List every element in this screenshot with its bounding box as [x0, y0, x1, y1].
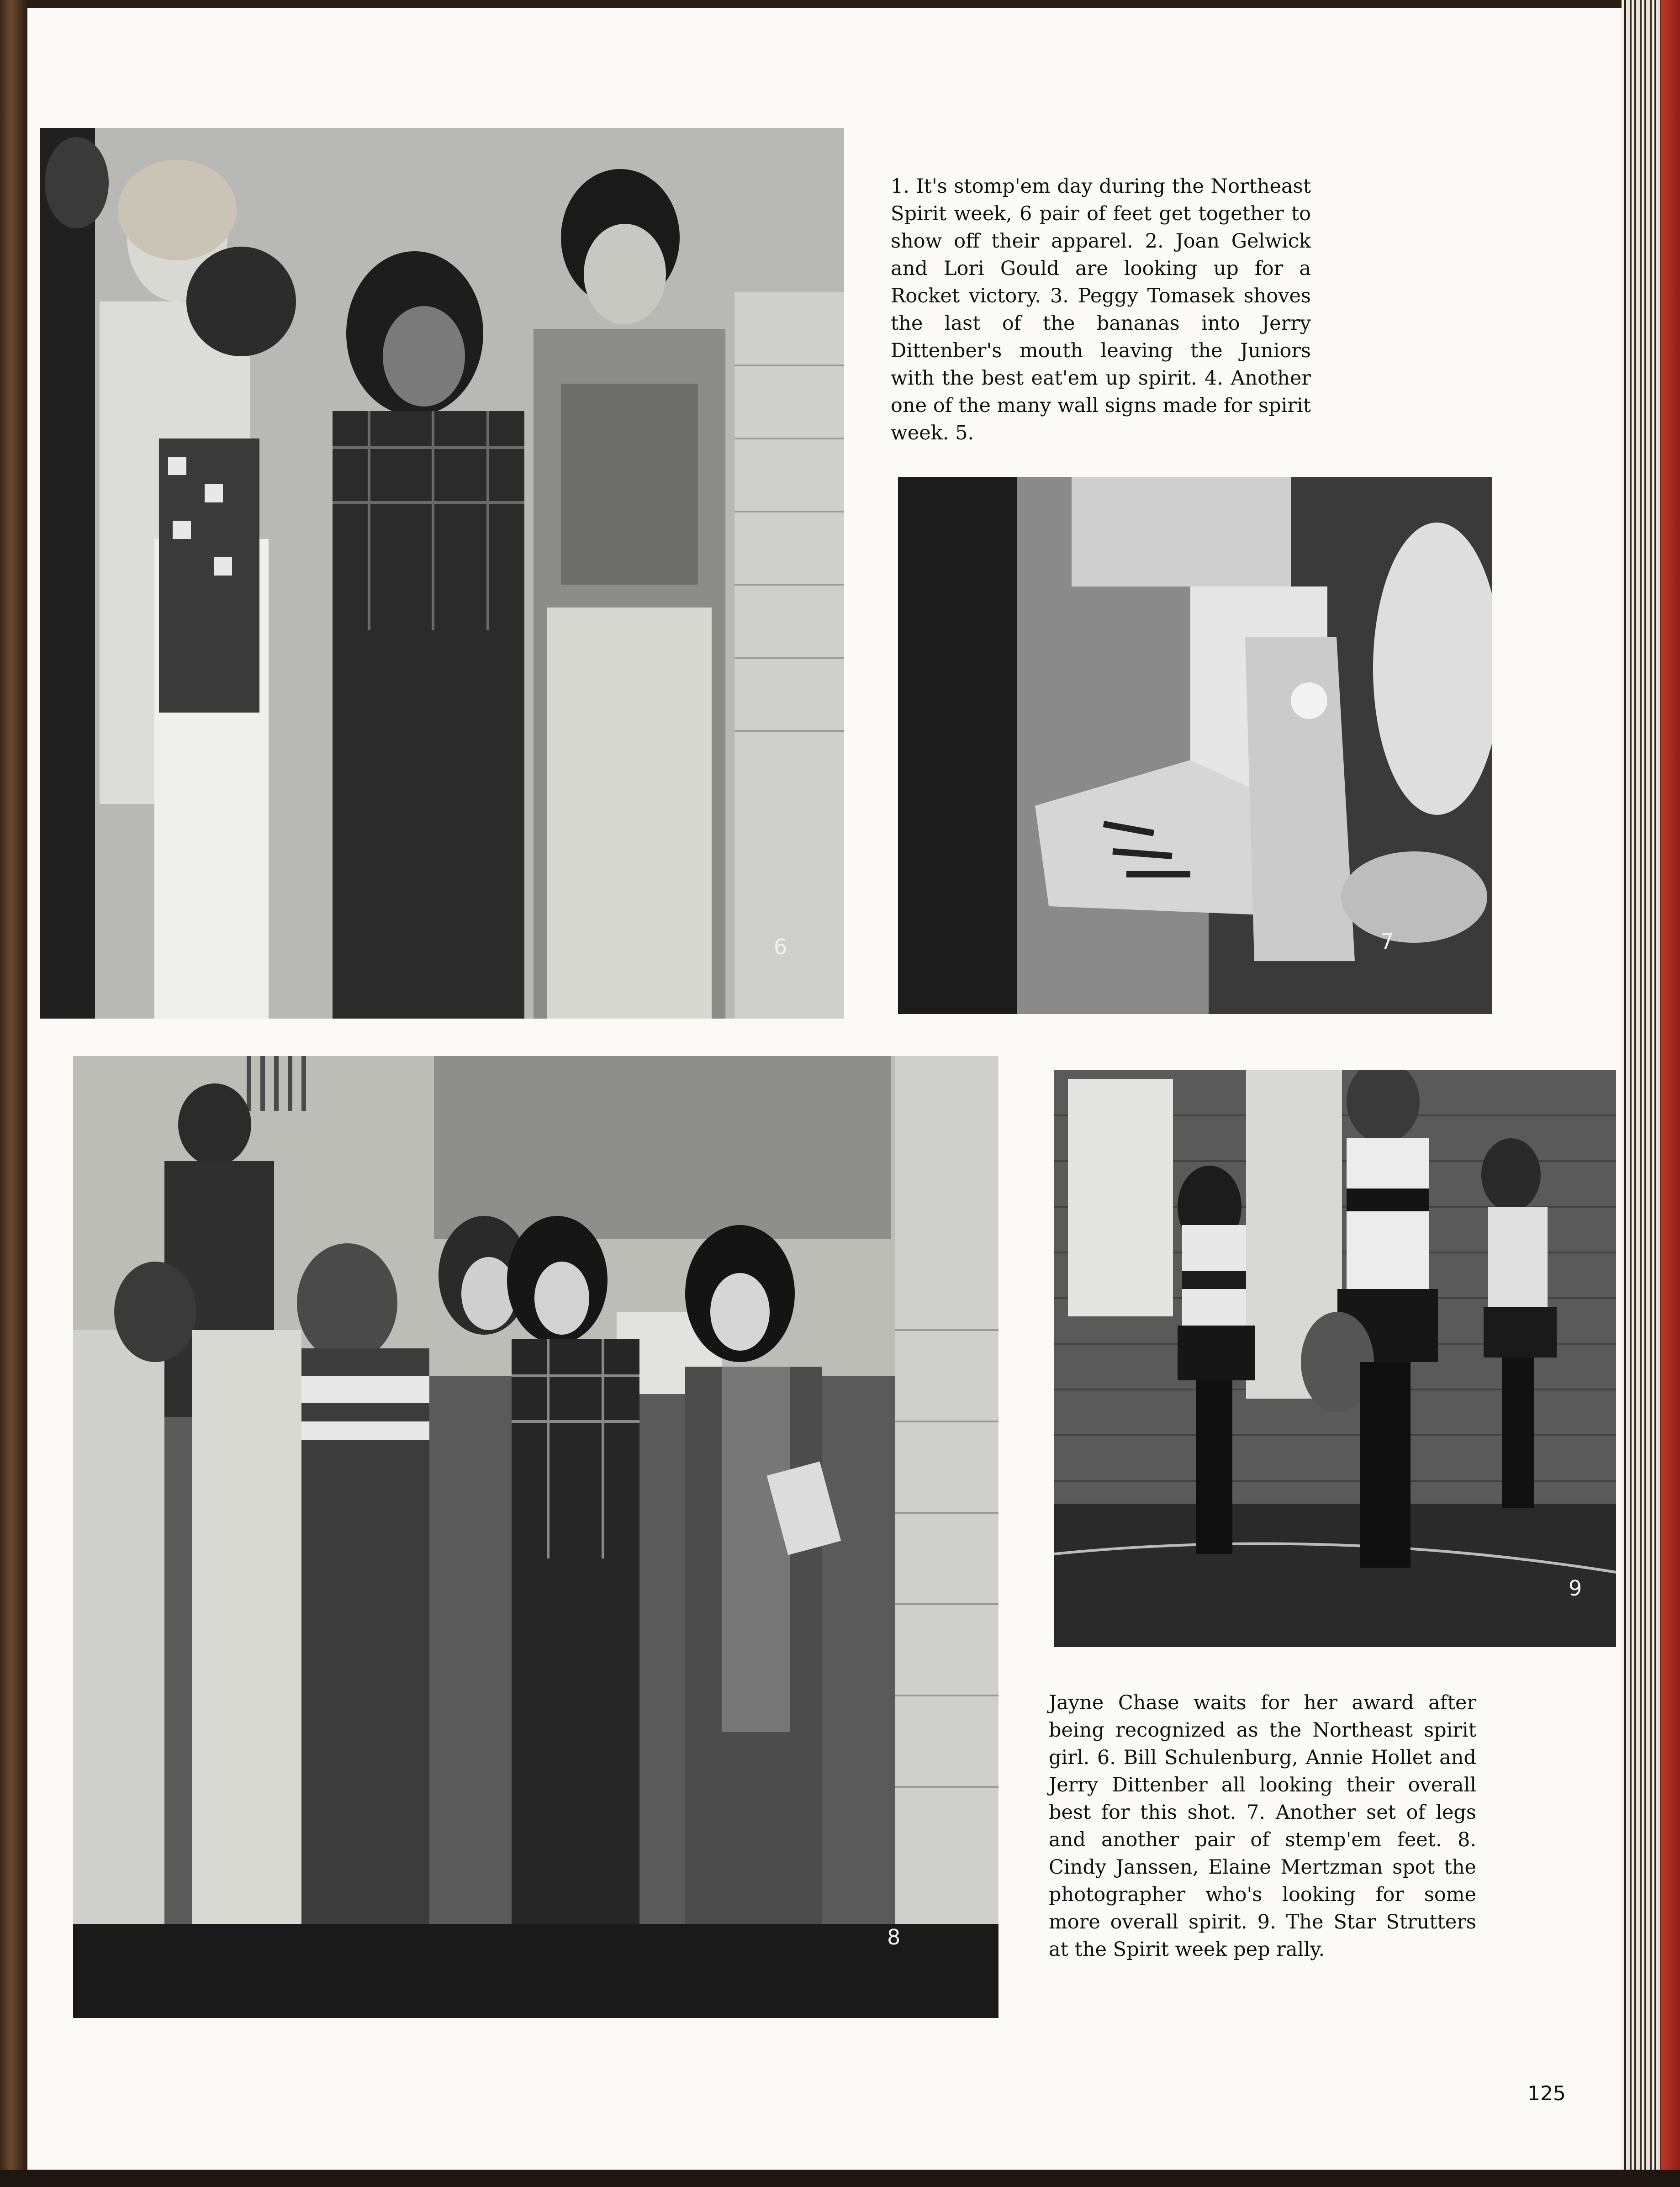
yearbook-page [27, 8, 1622, 2173]
page-number: 125 [1527, 2082, 1566, 2105]
book-bottom-edge [0, 2170, 1680, 2187]
photo-6-group-of-students [40, 128, 844, 1019]
photo-number: 8 [887, 1925, 901, 1949]
caption-top-right: 1. It's stomp'em day during the Northeast Spirit week, 6 pair of feet get together to show off their apparel. 2. Joan Gelwick and Lori Gould are looking up for a Rocket victory. 3. Peggy Tomasek shoves the last of the bananas into Jerry Dittenber's mouth leaving the Juniors with the best eat'em up spirit. 4. Another one of the many wall signs made for spirit week. 5. [891, 175, 1311, 444]
photo-7-sneakers [898, 477, 1492, 1014]
book-spine-edge [0, 0, 27, 2187]
photo-number: 9 [1569, 1576, 1582, 1601]
photo-8-students-in-hallway [73, 1056, 998, 2018]
photo-9-star-strutters [1054, 1070, 1616, 1647]
photo-number: 6 [774, 935, 787, 959]
caption-bottom-right: Jayne Chase waits for her award after being recognized as the Northeast spirit girl. 6. Bill Schulenburg, Annie Hollet and Jerry Dittenber all looking their overall best for this shot. 7. Another set of legs and another pair of stemp'em feet. 8. Cindy Janssen, Elaine Mertzman spot the photographer who's looking for some more overall spirit. 9. The Star Strutters at the Spirit week pep rally. [1049, 1691, 1476, 1961]
book-page-stack-edge [1622, 0, 1680, 2187]
photo-number: 7 [1380, 929, 1394, 954]
